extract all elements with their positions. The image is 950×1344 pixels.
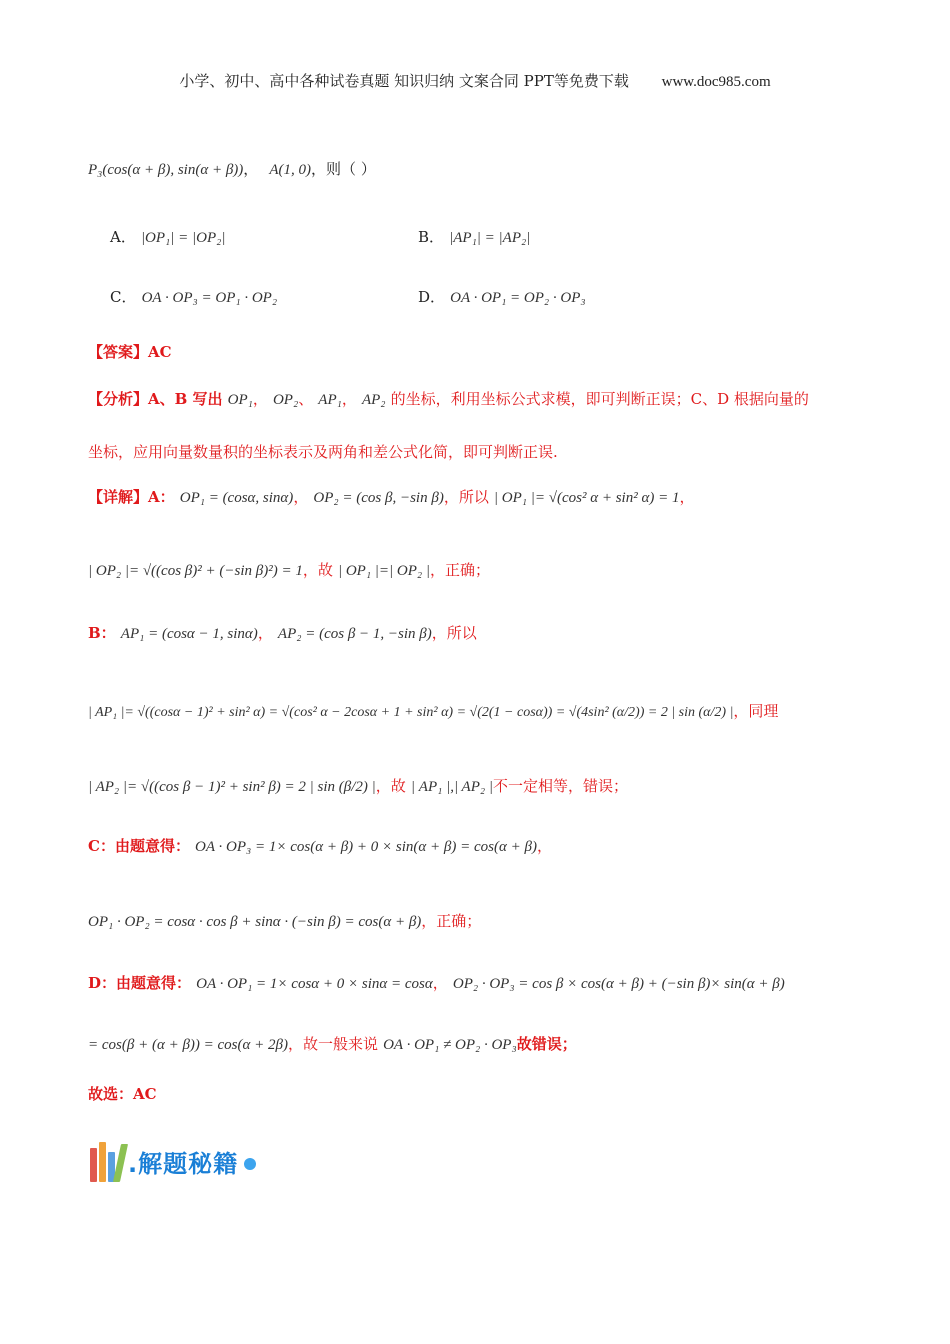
detail-a-expr-2: OP₂ = (cos β, −sin β) [313,490,444,506]
detail-b-line-3 [88,775,628,796]
header-url[interactable]: www.doc985.com [661,74,771,90]
point-a: A(1, 0) [269,162,312,178]
point-p3: P₃(cos(α + β), sin(α + β)) [88,162,244,178]
question-stem [88,158,376,179]
detail-c-expr-2: OP₁ · OP₂ = cosα · cos β + sinα · (−sin β) = cos(α + β) [88,914,422,930]
option-a-expr: |OP₁| = |OP₂| [140,230,226,246]
detail-d-gu: ，故一般来说 [287,1035,378,1053]
option-b-label: B． [418,228,445,246]
detail-b-gu: ，故 [375,777,406,795]
option-b-expr: |AP₁| = |AP₂| [449,230,531,246]
detail-a-comma-1: ， [293,488,309,506]
detail-c-label: C：由题意得： [88,837,190,855]
option-a [110,226,225,247]
detail-b-expr-2: AP₂ = (cos β − 1, −sin β) [277,626,432,642]
detail-b-expr-4: | AP₂ |= √((cos β − 1)² + sin² β) = 2 | sin (β/2) | [88,779,376,795]
detail-label: 【详解】A： [88,488,175,506]
detail-b-line-2 [88,700,778,721]
vector-ap1: AP₁ [318,392,342,408]
analysis-text-1: 的坐标，利用坐标公式求模，即可判断正误；C、D 根据向量的 [390,390,809,408]
section-logo [90,1140,256,1182]
option-b [418,226,530,247]
logo-dot-icon [244,1158,256,1170]
option-a-label: A． [110,228,136,246]
option-c [110,286,277,307]
final-answer: 故选：AC [88,1085,157,1103]
detail-c-line-2 [88,910,481,931]
analysis-sep-2: 、 [298,390,314,408]
detail-a-comma-2: ， [679,488,695,506]
detail-b-same: ，同理 [733,702,779,720]
detail-a-expr-1: OP₁ = (cosα, sinα) [179,490,294,506]
vector-ap2: AP₂ [361,392,386,408]
detail-b-expr-3: | AP₁ |= √((cosα − 1)² + sin² α) = √(cos² α − 2cosα + 1 + sin² α) = √(2(1 − cosα)) = √(4sin² (α/2)) = 2 | sin (α/2) | [88,705,734,720]
books-icon [90,1140,124,1182]
option-c-expr: OA · OP₃ = OP₁ · OP₂ [141,290,278,306]
detail-c-ok: ，正确； [421,912,482,930]
detail-a-so: ，所以 [443,488,489,506]
vector-op2: OP₂ [272,392,299,408]
detail-d-expr-1: OA · OP₁ = 1× cosα + 0 × sinα = cosα [196,976,433,992]
stem-comma: ， [243,160,259,178]
detail-a-expr-5: | OP₁ |=| OP₂ | [337,563,430,579]
detail-d-expr-2: OP₂ · OP₃ = cos β × cos(α + β) + (−sin β)× sin(α + β) [452,976,785,992]
analysis-sep-3: ， [341,390,357,408]
stem-ze: ，则（ ） [311,160,376,178]
detail-b-so: ，所以 [431,624,477,642]
detail-c-expr-1: OA · OP₃ = 1× cos(α + β) + 0 × sin(α + β) = cos(α + β) [195,839,537,855]
detail-a-line-2 [88,559,490,580]
analysis-label: 【分析】A、B 写出 [88,390,223,408]
detail-b-expr-5: | AP₁ |,| AP₂ | [410,779,493,795]
detail-d-expr-3: = cos(β + (α + β)) = cos(α + 2β) [88,1037,288,1053]
vector-op1: OP₁ [227,392,253,408]
detail-b-comma-1: ， [257,624,273,642]
detail-b-expr-1: AP₁ = (cosα − 1, sinα) [120,626,258,642]
detail-b-line-1 [88,622,477,643]
detail-a-ok: ，正确； [430,561,491,579]
analysis-sep-1: ， [252,390,268,408]
analysis-line-1 [88,388,809,409]
detail-b-label: B： [88,624,116,642]
option-d-expr: OA · OP₁ = OP₂ · OP₃ [450,290,586,306]
answer-label: 【答案】AC [88,343,172,361]
detail-a-line-1 [88,486,694,507]
detail-b-wrong: 不一定相等，错误； [492,777,628,795]
analysis-text-2: 坐标，应用向量数量积的坐标表示及两角和差公式化简，即可判断正误. [88,443,558,461]
detail-a-expr-4: | OP₂ |= √((cos β)² + (−sin β)²) = 1 [88,563,303,579]
detail-c-line-1 [88,835,552,856]
page-header [0,70,950,91]
detail-a-gu: ，故 [302,561,333,579]
header-text: 小学、初中、高中各种试卷真题 知识归纳 文案合同 PPT等免费下载 [179,72,629,90]
detail-a-expr-3: | OP₁ |= √(cos² α + sin² α) = 1 [493,490,680,506]
detail-d-comma-1: ， [432,974,448,992]
detail-d-line-2 [88,1033,577,1054]
detail-d-wrong: 故错误； [516,1035,577,1053]
option-d [418,286,586,307]
detail-d-label: D：由题意得： [88,974,192,992]
detail-d-expr-4: OA · OP₁ ≠ OP₂ · OP₃ [383,1037,517,1053]
option-c-label: C． [110,288,137,306]
detail-d-line-1 [88,972,785,993]
detail-c-comma-1: ， [536,837,552,855]
logo-title: .解题秘籍 [128,1149,239,1178]
option-d-label: D． [418,288,446,306]
